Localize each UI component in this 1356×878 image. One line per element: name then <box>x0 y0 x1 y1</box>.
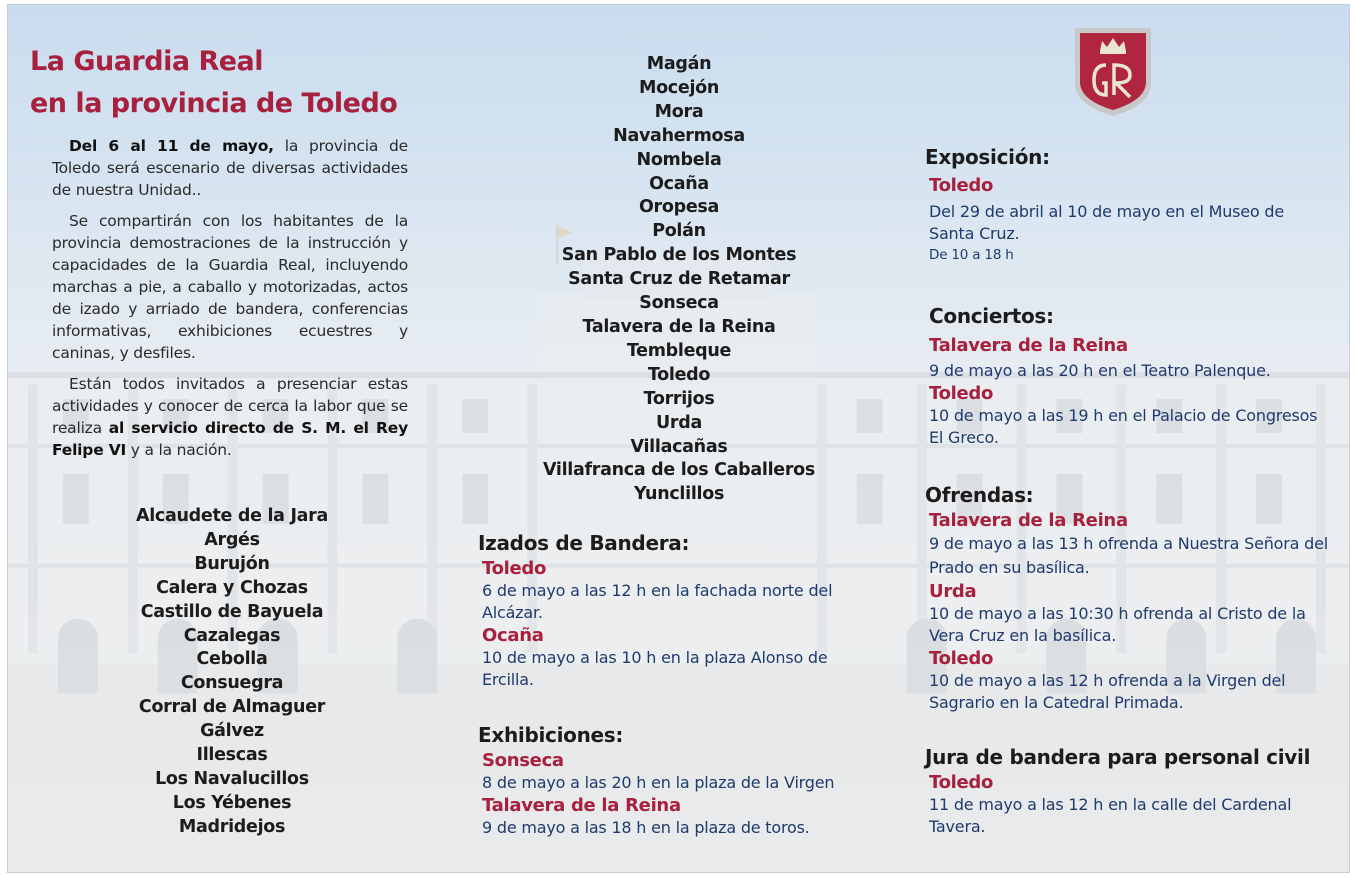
intro-p1-text: la provincia de Toledo será escenario de diversas actividades de nuestra Unidad.. <box>52 137 409 199</box>
intro-p3-start: Están todos invitados a presenciar estas actividades y conocer de cerca la labor que se realiza <box>52 375 408 437</box>
izados-heading: Izados de Bandera: <box>478 531 690 555</box>
town-item: Mora <box>654 101 704 122</box>
town-item: Oropesa <box>638 197 720 218</box>
town-item: Magán <box>646 54 712 74</box>
ofrendas-place-3: Toledo <box>929 648 994 669</box>
conciertos-place-1: Talavera de la Reina <box>929 335 1128 356</box>
town-item: Los Yébenes <box>172 792 292 813</box>
intro-paragraph-3 <box>52 373 408 461</box>
town-item: Gálvez <box>200 721 264 742</box>
ofrendas-detail-2: 10 de mayo a las 10:30 h ofrenda al Cristo de la Vera Cruz en la basílica. <box>929 604 1306 645</box>
izados-detail-2: 10 de mayo a las 10 h en la plaza Alonso de Ercilla. <box>482 648 828 689</box>
town-item: Navahermosa <box>613 125 745 146</box>
jura-detail: 11 de mayo a las 12 h en la calle del Cardenal Tavera. <box>929 795 1292 836</box>
izados-section <box>478 529 878 691</box>
jura-place: Toledo <box>929 772 994 793</box>
town-item: Los Navalucillos <box>155 768 309 789</box>
exhibiciones-place-2: Talavera de la Reina <box>482 795 681 816</box>
town-item: Sonseca <box>639 293 719 314</box>
town-item: Alcaudete de la Jara <box>135 506 329 526</box>
exhibiciones-heading: Exhibiciones: <box>478 723 624 747</box>
intro-text <box>52 135 408 470</box>
town-item: Calera y Chozas <box>156 577 308 598</box>
town-item: Corral de Almaguer <box>138 697 326 718</box>
title-block <box>30 41 450 125</box>
conciertos-detail-2: 10 de mayo a las 19 h en el Palacio de Congresos El Greco. <box>929 406 1318 447</box>
exposicion-detail: Del 29 de abril al 10 de mayo en el Museo de Santa Cruz. <box>929 202 1284 243</box>
izados-detail-1: 6 de mayo a las 12 h en la fachada norte del Alcázar. <box>482 581 833 622</box>
intro-paragraph-1 <box>52 135 408 201</box>
jura-heading: Jura de bandera para personal civil <box>925 745 1311 769</box>
town-item: Consuegra <box>180 673 284 694</box>
town-item: Santa Cruz de Retamar <box>568 269 790 290</box>
guardia-real-emblem-icon <box>1072 25 1154 119</box>
town-item: Polán <box>652 221 706 242</box>
town-item: Talavera de la Reina <box>582 316 776 337</box>
town-item: Ocaña <box>649 173 709 194</box>
town-item: Madridejos <box>178 816 286 837</box>
town-item: San Pablo de los Montes <box>561 245 797 266</box>
ofrendas-detail-3: 10 de mayo a las 12 h ofrenda a la Virgen del Sagrario en la Catedral Primada. <box>929 671 1286 712</box>
town-item: Castillo de Bayuela <box>140 601 324 622</box>
intro-p3-end: y a la nación. <box>126 441 232 459</box>
intro-dates: Del 6 al 11 de mayo, <box>69 137 274 155</box>
town-item: Illescas <box>196 745 268 766</box>
town-item: Yunclillos <box>633 484 725 505</box>
town-item: Mocejón <box>638 77 720 98</box>
intro-paragraph-2: Se compartirán con los habitantes de la provincia demostraciones de la instrucción y capacidades de la Guardia Real, incluyendo marchas a pie, a caballo y motorizadas, actos de izado y arriado de bandera, conferencias informativas, exhibiciones ecuestres y caninas, y desfiles. <box>52 212 408 362</box>
town-item: Cazalegas <box>183 625 281 646</box>
ofrendas-place-2: Urda <box>929 581 977 602</box>
jura-section <box>925 743 1335 838</box>
town-item: Toledo <box>647 364 711 385</box>
exposicion-heading: Exposición: <box>925 145 1050 169</box>
town-item: Nombela <box>636 149 722 170</box>
exposicion-place: Toledo <box>929 175 994 196</box>
izados-place-1: Toledo <box>482 558 547 579</box>
town-item: Argés <box>204 529 260 550</box>
conciertos-place-2: Toledo <box>929 383 994 404</box>
ofrendas-detail-1: 9 de mayo a las 13 h ofrenda a Nuestra Señora del Prado en su basílica. <box>929 534 1328 577</box>
exposicion-section <box>925 143 1325 265</box>
conciertos-section <box>929 302 1329 449</box>
izados-place-2: Ocaña <box>482 625 544 646</box>
towns-list-middle <box>524 53 834 507</box>
conciertos-heading: Conciertos: <box>929 304 1054 328</box>
ofrendas-section <box>925 481 1335 714</box>
ofrendas-heading: Ofrendas: <box>925 483 1034 507</box>
town-item: Villafranca de los Caballeros <box>542 460 816 481</box>
exhibiciones-section <box>478 721 878 839</box>
towns-list-left <box>102 505 362 840</box>
brochure-page <box>7 4 1350 873</box>
town-item: Tembleque <box>626 340 732 361</box>
town-item: Burujón <box>194 553 270 574</box>
exhibiciones-detail-2: 9 de mayo a las 18 h en la plaza de toros. <box>482 818 810 837</box>
town-item: Urda <box>656 412 702 433</box>
page-title-line2: en la provincia de Toledo <box>30 88 398 119</box>
exhibiciones-place-1: Sonseca <box>482 750 564 771</box>
ofrendas-place-1: Talavera de la Reina <box>929 510 1128 531</box>
page-title-line1: La Guardia Real <box>30 46 264 77</box>
exhibiciones-detail-1: 8 de mayo a las 20 h en la plaza de la Virgen <box>482 773 835 792</box>
town-item: Torrijos <box>643 388 715 409</box>
conciertos-detail-1: 9 de mayo a las 20 h en el Teatro Palenque. <box>929 361 1271 380</box>
town-item: Villacañas <box>630 436 728 457</box>
town-item: Cebolla <box>196 649 268 670</box>
exposicion-hours: De 10 a 18 h <box>929 247 1014 263</box>
intro-p3-bold: al servicio directo de S. M. el Rey Felipe VI <box>52 419 409 459</box>
